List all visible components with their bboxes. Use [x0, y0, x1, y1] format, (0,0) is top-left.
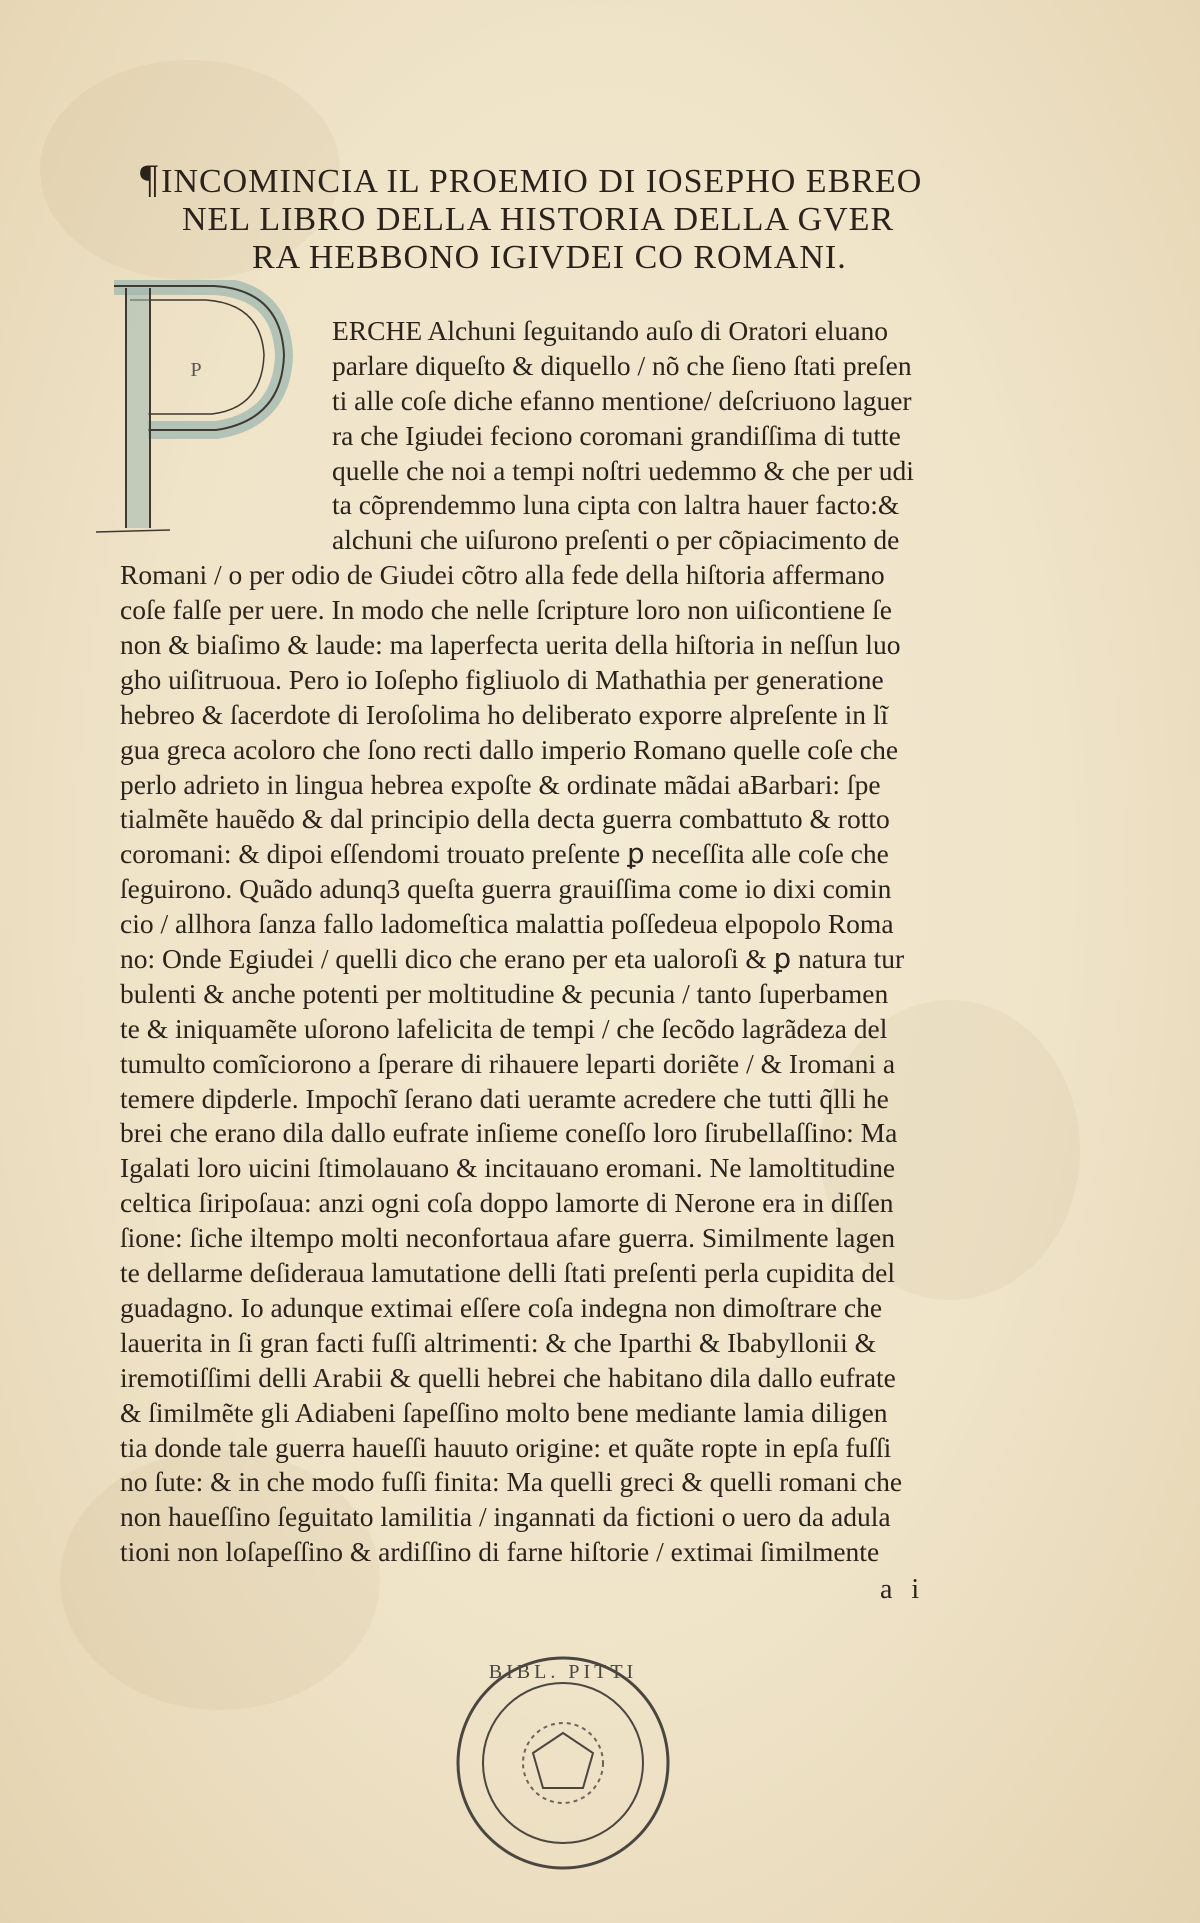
text-line: ſeguirono. Quãdo adunq3 queſta guerra grauiſſima come io dixi comin	[120, 873, 892, 905]
text-line: ta cõprendemmo luna cipta con laltra hauer facto:&	[332, 489, 900, 521]
text-line: ra che Igiudei feciono coromani grandiſſima di tutte	[332, 419, 901, 451]
text-line: Romani / o per odio de Giudei cõtro alla fede della hiſtoria affermano	[120, 559, 885, 591]
text-line: lauerita in ſi gran facti fuſſi altrimenti: & che Iparthi & Ibabyllonii &	[120, 1326, 877, 1358]
text-line: alchuni che uiſurono preſenti o per cõpiacimento de	[332, 524, 900, 556]
text-line: te dellarme deſideraua lamutatione delli ſtati preſenti perla cupidita del	[120, 1257, 896, 1289]
text-line: ERCHE Alchuni ſeguitando auſo di Oratori eluano	[332, 315, 889, 346]
text-line: temere dipderle. Impochĩ ſerano dati ueramte acredere che tutti q̃lli he	[120, 1082, 889, 1114]
library-stamp	[448, 1648, 678, 1878]
pilcrow-mark: ¶	[140, 156, 160, 201]
text-line: coſe falſe per uere. In modo che nelle ſcripture loro non uiſicontiene ſe	[120, 594, 892, 626]
text-line: no ſute: & in che modo fuſſi finita: Ma quelli greci & quelli romani che	[120, 1466, 903, 1498]
text-line: non & biaſimo & laude: ma laperfecta uerita della hiſtoria in neſſun luo	[120, 629, 901, 661]
heading-line-2: NEL LIBRO DELLA HISTORIA DELLA GVER	[182, 201, 895, 238]
text-line: Igalati loro uicini ſtimolauano & incitauano eromani. Ne lamoltitudine	[120, 1152, 896, 1184]
stamp-label: BIBL. PITTI	[488, 1661, 638, 1683]
initial-letter-text: P	[190, 359, 202, 381]
text-line: ti alle coſe diche efanno mentione/ deſcriuono laguer	[332, 384, 912, 416]
text-line: tia donde tale guerra haueſſi hauuto origine: et quãte ropte in epſa fuſſi	[120, 1431, 892, 1463]
text-line: quelle che noi a tempi noſtri uedemmo & che per udi	[332, 454, 914, 486]
text-line: brei che erano dila dallo eufrate inſieme coneſſo loro ſirubellaſſino: Ma	[120, 1117, 898, 1149]
text-line: perlo adrieto in lingua hebrea expoſte & ordinate mãdai aBarbari: ſpe	[120, 768, 881, 800]
text-line: & ſimilmẽte gli Adiabeni ſapeſſino molto bene mediante lamia diligen	[120, 1396, 888, 1428]
text-line: gho uiſitruoua. Pero io Ioſepho figliuolo di Mathathia per generatione	[120, 663, 884, 695]
text-line: gua greca acoloro che ſono recti dallo imperio Romano quelle coſe che	[120, 733, 899, 765]
text-line: guadagno. Io adunque extimai eſſere coſa indegna non dimoſtrare che	[120, 1291, 883, 1323]
text-line: coromani: & dipoi eſſendomi trouato preſente ꝑ neceſſita alle coſe che	[120, 838, 889, 870]
text-line: celtica ſiripoſaua: anzi ogni coſa doppo lamorte di Nerone era in diſſen	[120, 1187, 894, 1219]
text-line: te & iniquamẽte uſorono lafelicita de tempi / che ſecõdo lagrãdeza del	[120, 1012, 888, 1044]
body-text	[120, 314, 980, 1570]
text-line: bulenti & anche potenti per moltitudine & pecunia / tanto ſuperbamen	[120, 977, 889, 1009]
chapter-heading	[140, 156, 960, 277]
text-line: hebreo & ſacerdote di Ieroſolima ho deliberato exporre alpreſente in lĩ	[120, 698, 889, 730]
signature-mark: a i	[880, 1574, 926, 1605]
heading-line-1: ¶INCOMINCIA IL PROEMIO DI IOSEPHO EBREO	[140, 156, 923, 201]
text-line: tumulto comĩciorono a ſperare di rihauere leparti doriẽte / & Iromani a	[120, 1047, 896, 1079]
text-line: parlare diqueſto & diquello / nõ che ſieno ſtati preſen	[332, 349, 912, 381]
heading-line-3: RA HEBBONO IGIVDEI CO ROMANI.	[252, 239, 847, 276]
text-line: no: Onde Egiudei / quelli dico che erano per eta ualoroſi & ꝑ natura tur	[120, 943, 905, 975]
text-line: cio / allhora ſanza fallo ladomeſtica malattia poſſedeua elpopolo Roma	[120, 908, 894, 940]
text-line: tialmẽte hauẽdo & dal principio della decta guerra combattuto & rotto	[120, 803, 890, 835]
text-line: tioni non loſapeſſino & ardiſſino di farne hiſtorie / extimai ſimilmente	[120, 1536, 880, 1568]
text-line: ſione: ſiche iltempo molti neconfortaua afare guerra. Similmente lagen	[120, 1222, 896, 1254]
text-line: non haueſſino ſeguitato lamilitia / ingannati da fictioni o uero da adula	[120, 1501, 891, 1533]
text-line: iremotiſſimi delli Arabii & quelli hebrei che habitano dila dallo eufrate	[120, 1361, 896, 1393]
